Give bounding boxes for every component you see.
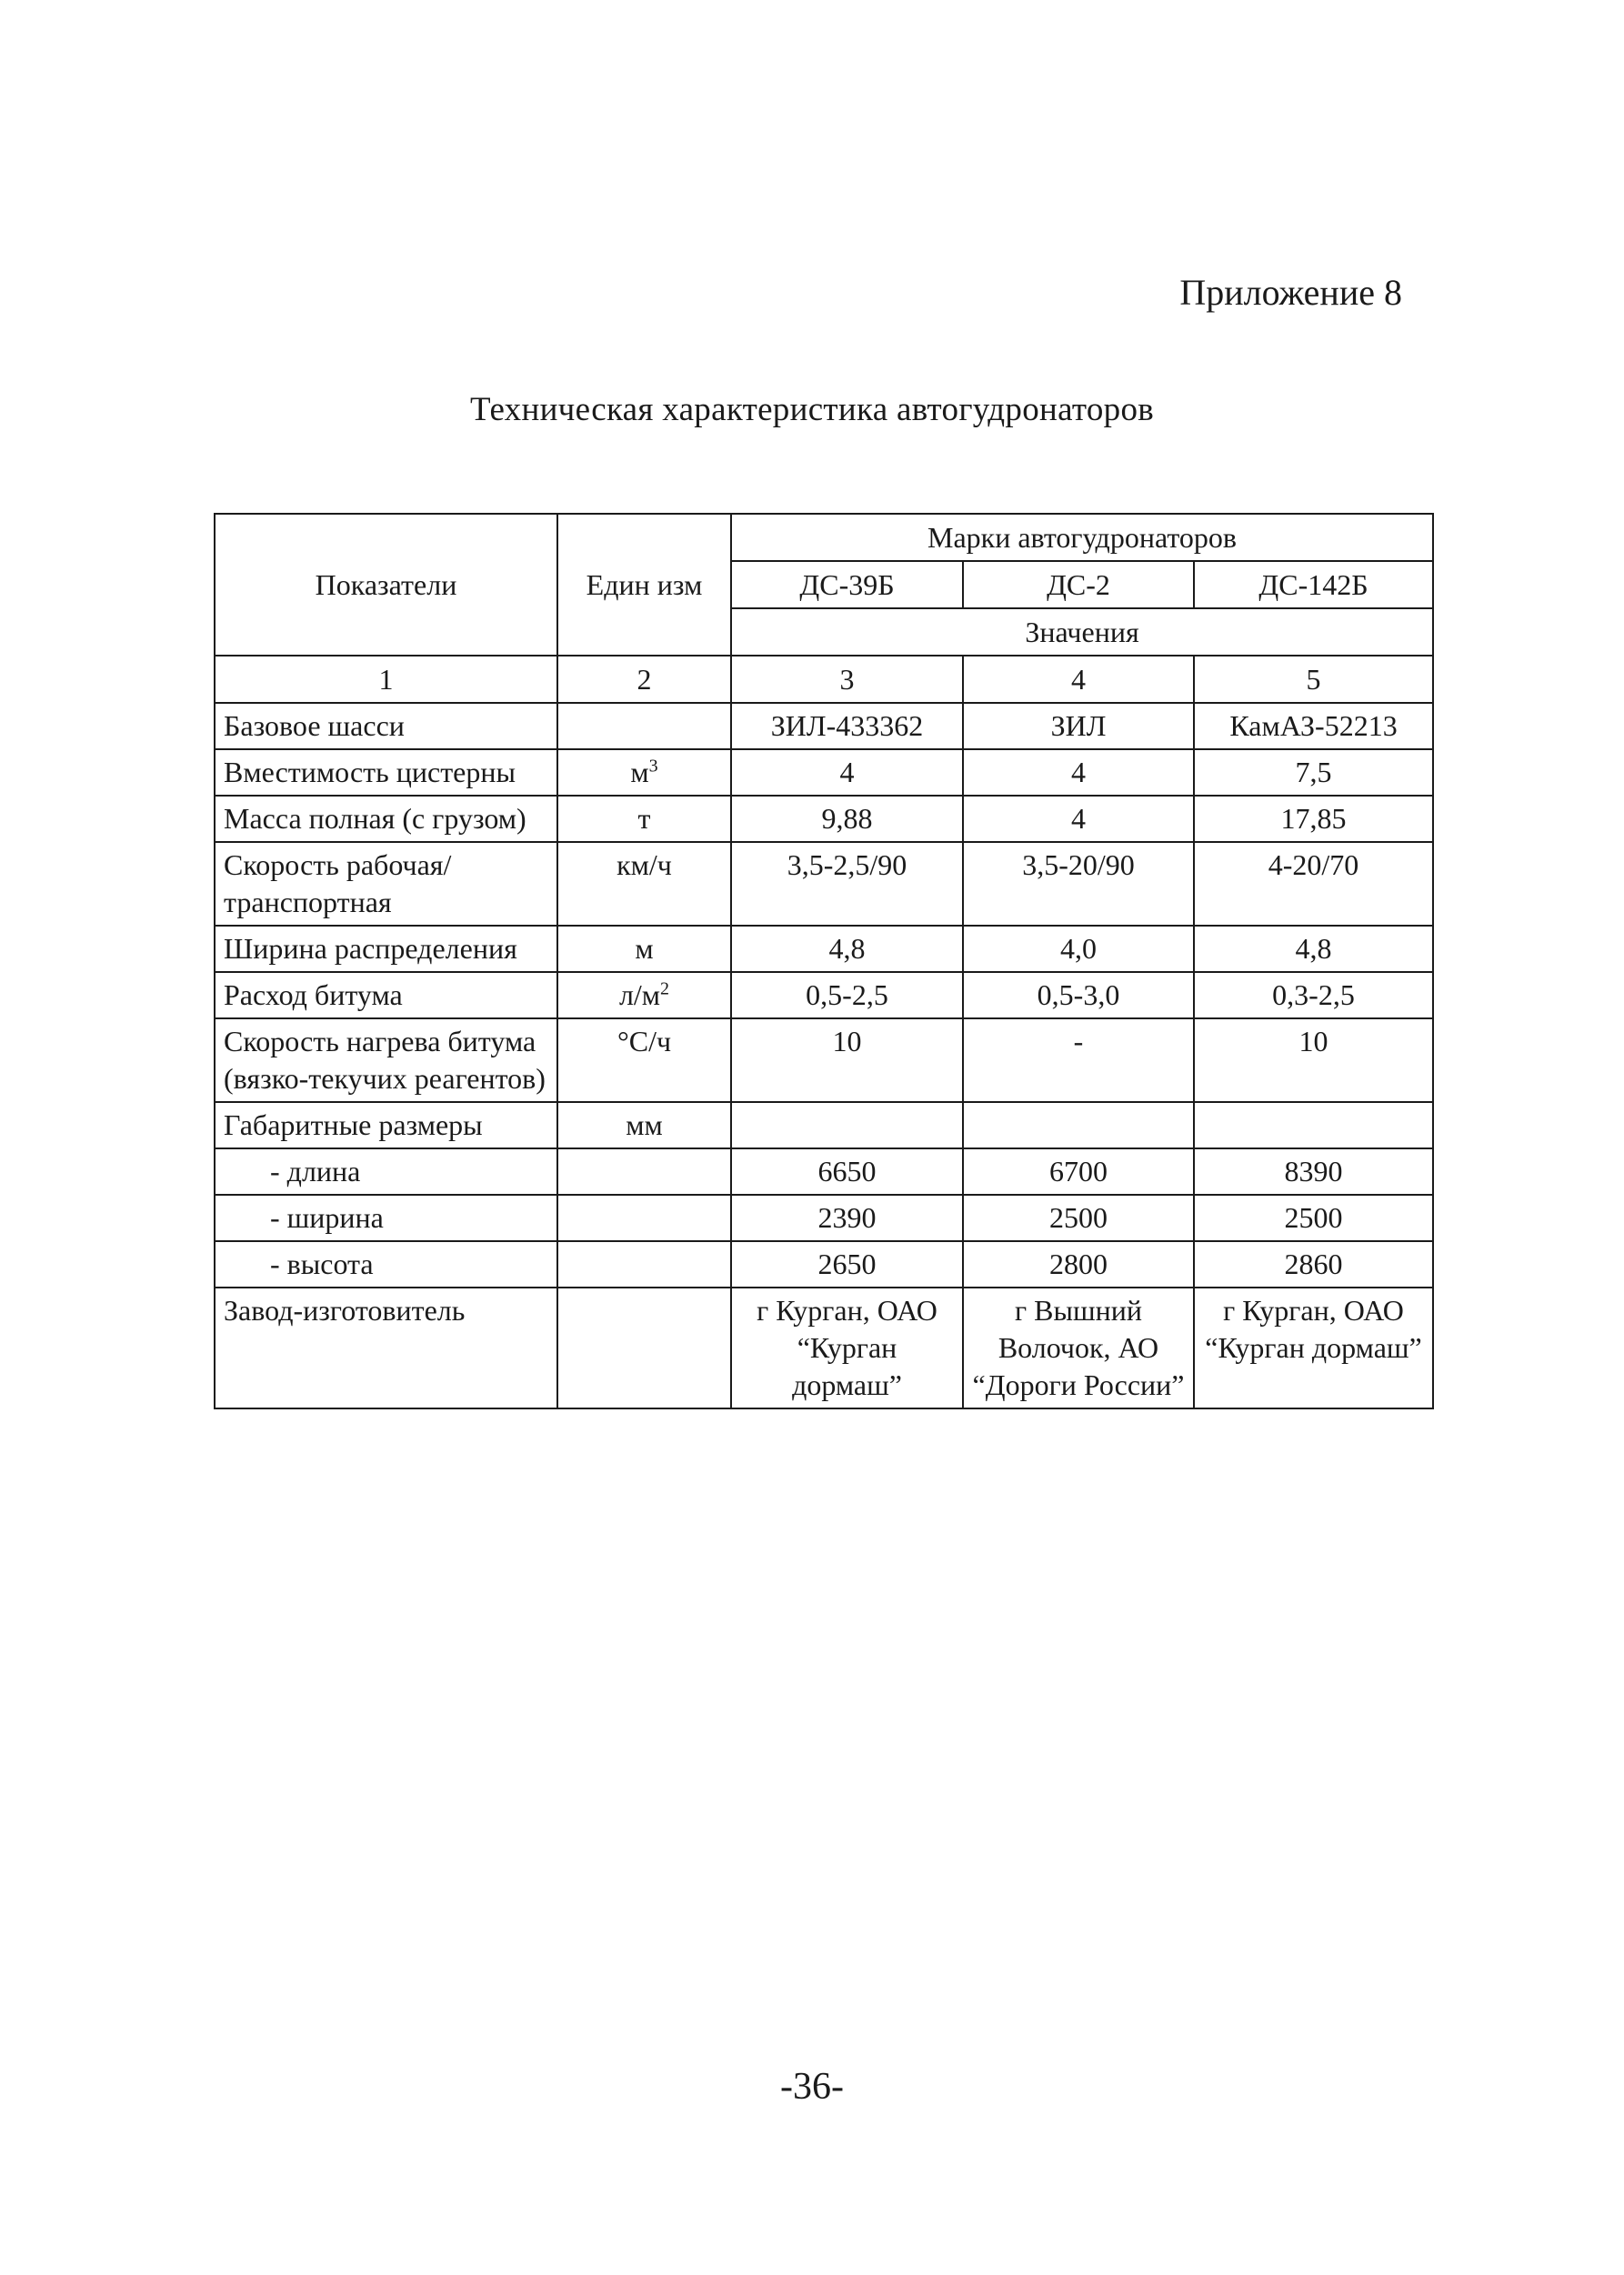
- row-indicator: Вместимость цистерны: [215, 749, 557, 796]
- row-indicator: Завод-изготовитель: [215, 1288, 557, 1408]
- header-brand: ДС-39Б: [731, 561, 963, 608]
- row-value-ds39b: 0,5-2,5: [731, 972, 963, 1018]
- row-value-ds39b: 3,5-2,5/90: [731, 842, 963, 926]
- table-row: [215, 1102, 1433, 1148]
- table-row: [215, 1195, 1433, 1241]
- row-unit: мм: [557, 1102, 731, 1148]
- row-value-ds2: [963, 1102, 1194, 1148]
- page-number: -36-: [780, 2066, 844, 2108]
- row-value-ds2: -: [963, 1018, 1194, 1102]
- row-indicator: - ширина: [215, 1195, 557, 1241]
- row-unit: [557, 1148, 731, 1195]
- header-row-brands-group: [215, 514, 1433, 561]
- row-value-ds39b: 2650: [731, 1241, 963, 1288]
- row-value-ds2: ЗИЛ: [963, 703, 1194, 749]
- table-row: [215, 1148, 1433, 1195]
- row-value-ds2: 4,0: [963, 926, 1194, 972]
- row-value-ds2: 4: [963, 796, 1194, 842]
- row-indicator: Скорость нагрева битума (вязко-текучих реагентов): [215, 1018, 557, 1102]
- row-unit: °С/ч: [557, 1018, 731, 1102]
- row-indicator: - длина: [215, 1148, 557, 1195]
- table-row: [215, 703, 1433, 749]
- row-value-ds39b: 9,88: [731, 796, 963, 842]
- row-value-ds142b: 2860: [1194, 1241, 1433, 1288]
- column-number: 1: [215, 656, 557, 703]
- column-number: 3: [731, 656, 963, 703]
- row-unit: т: [557, 796, 731, 842]
- row-value-ds142b: [1194, 1102, 1433, 1148]
- document-title: Техническая характеристика автогудронаторов: [469, 391, 1155, 428]
- row-indicator: Габаритные размеры: [215, 1102, 557, 1148]
- row-indicator: Базовое шасси: [215, 703, 557, 749]
- row-unit: [557, 703, 731, 749]
- table-row: [215, 749, 1433, 796]
- row-value-ds39b: 4,8: [731, 926, 963, 972]
- column-number: 5: [1194, 656, 1433, 703]
- table-row: [215, 1241, 1433, 1288]
- row-value-ds142b: г Курган, ОАО “Курган дормаш”: [1194, 1288, 1433, 1408]
- row-unit: [557, 1241, 731, 1288]
- row-value-ds2: 0,5-3,0: [963, 972, 1194, 1018]
- table-row: [215, 842, 1433, 926]
- row-value-ds142b: 2500: [1194, 1195, 1433, 1241]
- row-indicator: Масса полная (с грузом): [215, 796, 557, 842]
- appendix-label: Приложение 8: [1179, 272, 1402, 313]
- row-indicator: - высота: [215, 1241, 557, 1288]
- row-value-ds39b: 6650: [731, 1148, 963, 1195]
- header-brand: ДС-2: [963, 561, 1194, 608]
- row-value-ds142b: 7,5: [1194, 749, 1433, 796]
- row-value-ds39b: [731, 1102, 963, 1148]
- row-value-ds2: 2500: [963, 1195, 1194, 1241]
- header-values-label: Значения: [731, 608, 1433, 656]
- row-value-ds2: г Вышний Волочок, АО “Дороги России”: [963, 1288, 1194, 1408]
- row-value-ds142b: 4-20/70: [1194, 842, 1433, 926]
- header-row-column-numbers: [215, 656, 1433, 703]
- header-indicator: Показатели: [215, 514, 557, 656]
- header-brands-group: Марки автогудронаторов: [731, 514, 1433, 561]
- header-unit: Един изм: [557, 514, 731, 656]
- column-number: 4: [963, 656, 1194, 703]
- row-unit: км/ч: [557, 842, 731, 926]
- row-value-ds142b: 8390: [1194, 1148, 1433, 1195]
- row-unit: [557, 1288, 731, 1408]
- table-row: [215, 1018, 1433, 1102]
- row-value-ds142b: 4,8: [1194, 926, 1433, 972]
- row-unit: $л/м^2$: [557, 972, 731, 1018]
- row-value-ds142b: КамАЗ-52213: [1194, 703, 1433, 749]
- row-indicator: Скорость рабочая/транспортная: [215, 842, 557, 926]
- table-row: [215, 796, 1433, 842]
- row-indicator: Расход битума: [215, 972, 557, 1018]
- table-row: [215, 1288, 1433, 1408]
- header-brand: ДС-142Б: [1194, 561, 1433, 608]
- row-value-ds142b: 17,85: [1194, 796, 1433, 842]
- row-unit: [557, 1195, 731, 1241]
- specification-table: [214, 513, 1434, 1409]
- row-value-ds39b: 10: [731, 1018, 963, 1102]
- row-value-ds142b: 10: [1194, 1018, 1433, 1102]
- row-value-ds2: 3,5-20/90: [963, 842, 1194, 926]
- row-value-ds39b: 2390: [731, 1195, 963, 1241]
- row-value-ds2: 6700: [963, 1148, 1194, 1195]
- table-row: [215, 972, 1433, 1018]
- row-unit: $м^3$: [557, 749, 731, 796]
- row-value-ds142b: 0,3-2,5: [1194, 972, 1433, 1018]
- row-value-ds39b: г Курган, ОАО “Курган дормаш”: [731, 1288, 963, 1408]
- row-value-ds2: 2800: [963, 1241, 1194, 1288]
- column-number: 2: [557, 656, 731, 703]
- row-unit: м: [557, 926, 731, 972]
- row-value-ds2: 4: [963, 749, 1194, 796]
- row-value-ds39b: ЗИЛ-433362: [731, 703, 963, 749]
- row-indicator: Ширина распределения: [215, 926, 557, 972]
- row-value-ds39b: 4: [731, 749, 963, 796]
- table-row: [215, 926, 1433, 972]
